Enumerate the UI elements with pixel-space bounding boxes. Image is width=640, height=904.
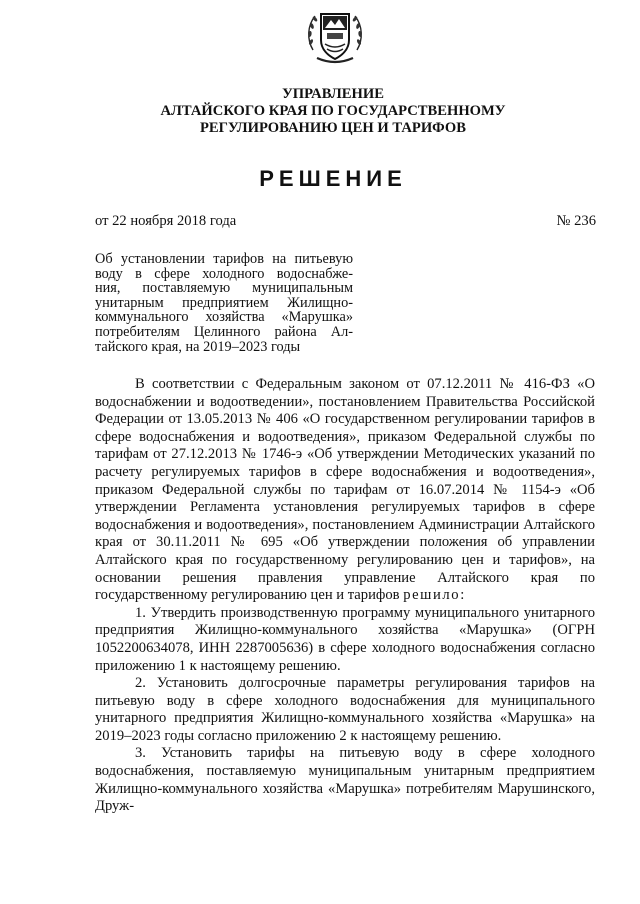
document-subject	[95, 252, 353, 354]
authority-line-1: УПРАВЛЕНИЕ	[282, 86, 384, 102]
document-type-heading: РЕШЕНИЕ	[259, 166, 407, 191]
authority-line-2: АЛТАЙСКОГО КРАЯ ПО ГОСУДАРСТВЕННОМУ	[160, 103, 506, 119]
subject-line: тайского края, на 2019–2023 годы	[95, 338, 301, 355]
subject-line: коммунального хозяйства «Марушка»	[95, 309, 353, 326]
document-number: № 236	[556, 213, 596, 229]
document-body	[95, 376, 595, 816]
clause-3: 3. Установить тарифы на питьевую воду в сфере холодного водоснабжения, поставляемую муниципальным унитарным предприятием Жилищно-коммунального хозяйства «Марушка» потребителям Марушинского, Друж-	[95, 745, 595, 815]
clause-1: 1. Утвердить производственную программу муниципального унитарного предприятия Жилищно-коммунального хозяйства «Марушка» (ОГРН 1052200634078, ИНН 2287005636) в сфере холодного водоснабжения согласно приложению 1 к настоящему решению.	[95, 604, 595, 674]
subject-line: ния, поставляемую муниципальным	[95, 280, 353, 297]
issuing-authority	[60, 86, 606, 137]
authority-line-3: РЕГУЛИРОВАНИЮ ЦЕН И ТАРИФОВ	[200, 120, 466, 136]
document-date: от 22 ноября 2018 года	[95, 213, 237, 229]
preamble-paragraph	[95, 376, 595, 605]
subject-line: Об установлении тарифов на питьевую	[95, 251, 353, 267]
preamble-text: В соответствии с Федеральным законом от 07.12.2011 № 416-ФЗ «О водоснабжении и водоотведении», постановлением Правительства Российской Федерации от 13.05.2013 № 406 «О государственном регулировании тарифов в сфере водоснабжения и водоотведения», приказом Федеральной службы по тарифам от 27.12.2013 № 1746-э «Об утверждении Методических указаний по расчету регулируемых тарифов в сфере водоснабжения и водоотведения», приказом Федеральной службы по тарифам от 16.07.2014 № 1154-э «Об утверждении Регламента установления регулируемых тарифов в сфере водоснабжения и водоотведения», постановлением Администрации Алтайского края от 30.11.2011 № 695 «Об утверждении положения об управлении Алтайского края по государственному регулированию цен и тарифов», на основании решения правления управление Алтайского края по государственному регулированию цен и тарифов	[95, 376, 595, 604]
coat-of-arms-icon	[303, 6, 367, 68]
subject-line: потребителям Целинного района Ал-	[95, 323, 353, 340]
clause-2: 2. Установить долгосрочные параметры регулирования тарифов на питьевую воду в сфере холодного водоснабжения для муниципального унитарного предприятия Жилищно-коммунального хозяйства «Марушка» на 2019–2023 годы согласно приложению 2 к настоящему решению.	[95, 675, 595, 744]
preamble-end: :	[460, 587, 465, 604]
subject-line: воду в сфере холодного водоснабже-	[95, 265, 353, 282]
subject-line: унитарным предприятием Жилищно-	[95, 294, 353, 311]
resolve-word: решило	[403, 587, 461, 604]
